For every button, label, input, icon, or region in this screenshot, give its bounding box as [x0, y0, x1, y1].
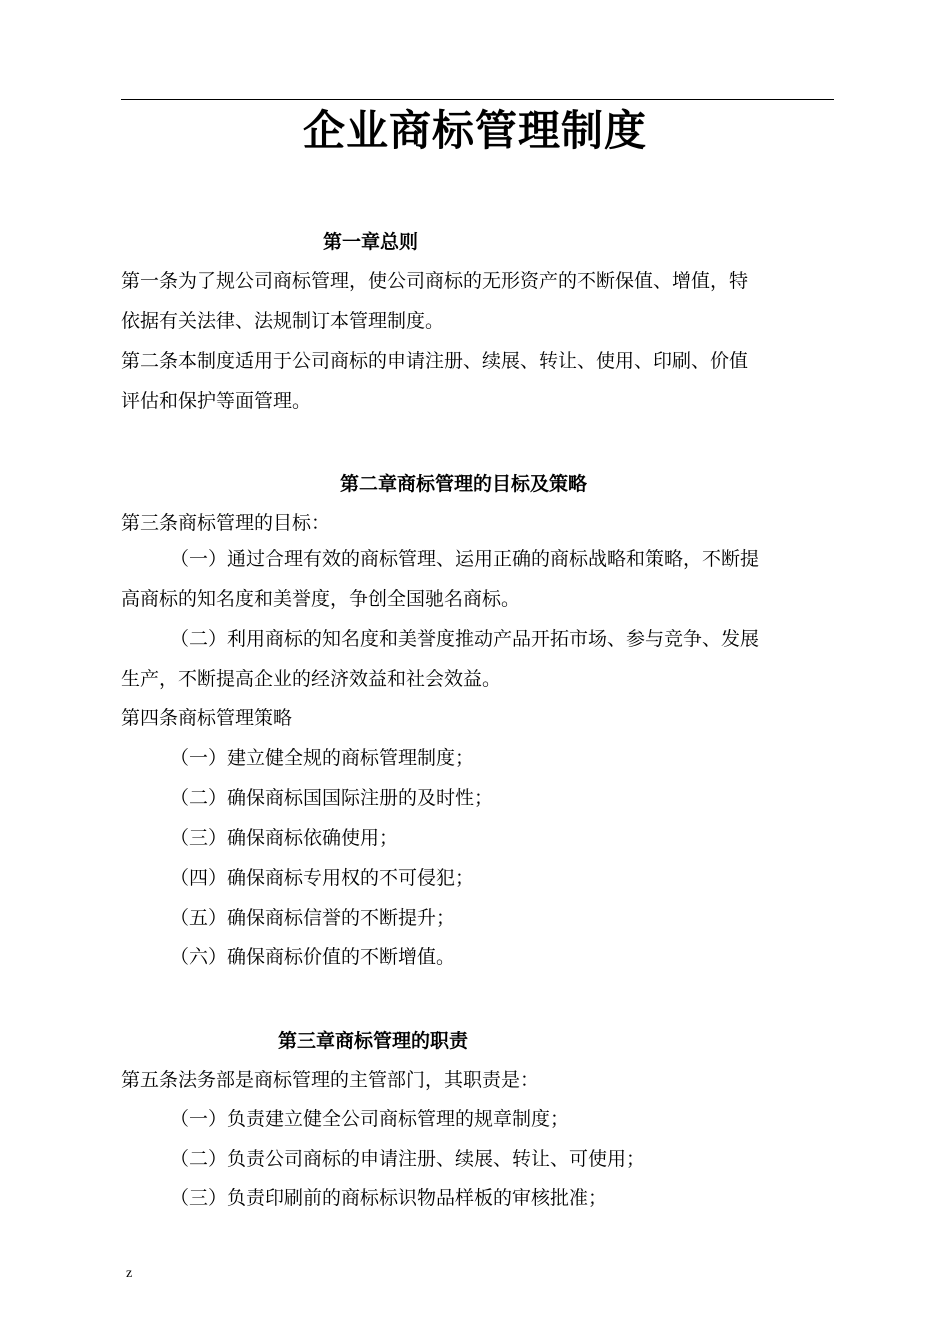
paragraph-line: 依据有关法律、法规制订本管理制度。	[121, 310, 445, 332]
strategy-item: （三）确保商标依确使用；	[170, 827, 399, 849]
paragraph-line: 第二条本制度适用于公司商标的申请注册、续展、转让、使用、印刷、价值	[121, 350, 749, 372]
strategy-item: （五）确保商标信誉的不断提升；	[170, 907, 456, 929]
strategy-item: （二）确保商标国国际注册的及时性；	[170, 787, 494, 809]
article-4-heading: 第四条商标管理策略	[121, 707, 293, 729]
footer-mark: z	[126, 1266, 133, 1281]
article-3-heading: 第三条商标管理的目标：	[121, 512, 331, 534]
goal-2-line-2: 生产，不断提高企业的经济效益和社会效益。	[121, 668, 502, 690]
strategy-item: （四）确保商标专用权的不可侵犯；	[170, 867, 475, 889]
duty-item: （三）负责印刷前的商标标识物品样板的审核批准；	[170, 1187, 608, 1209]
header-rule	[121, 99, 834, 100]
strategy-item: （一）建立健全规的商标管理制度；	[170, 747, 475, 769]
strategy-item: （六）确保商标价值的不断增值。	[170, 946, 456, 968]
duty-item: （二）负责公司商标的申请注册、续展、转让、可使用；	[170, 1148, 646, 1170]
document-title: 企业商标管理制度	[302, 106, 647, 155]
article-5-heading: 第五条法务部是商标管理的主管部门，其职责是：	[121, 1069, 540, 1091]
chapter-2-heading: 第二章商标管理的目标及策略	[340, 473, 588, 495]
goal-1-line-2: 高商标的知名度和美誉度，争创全国驰名商标。	[121, 588, 521, 610]
duty-item: （一）负责建立健全公司商标管理的规章制度；	[170, 1108, 570, 1130]
chapter-3-heading: 第三章商标管理的职责	[278, 1030, 469, 1052]
paragraph-line: 第一条为了规公司商标管理，使公司商标的无形资产的不断保值、增值，特	[121, 270, 749, 292]
chapter-1-heading: 第一章总则	[323, 231, 419, 253]
goal-1-line-1: （一）通过合理有效的商标管理、运用正确的商标战略和策略，不断提	[170, 548, 760, 570]
goal-2-line-1: （二）利用商标的知名度和美誉度推动产品开拓市场、参与竞争、发展	[170, 628, 760, 650]
paragraph-line: 评估和保护等面管理。	[121, 390, 312, 412]
